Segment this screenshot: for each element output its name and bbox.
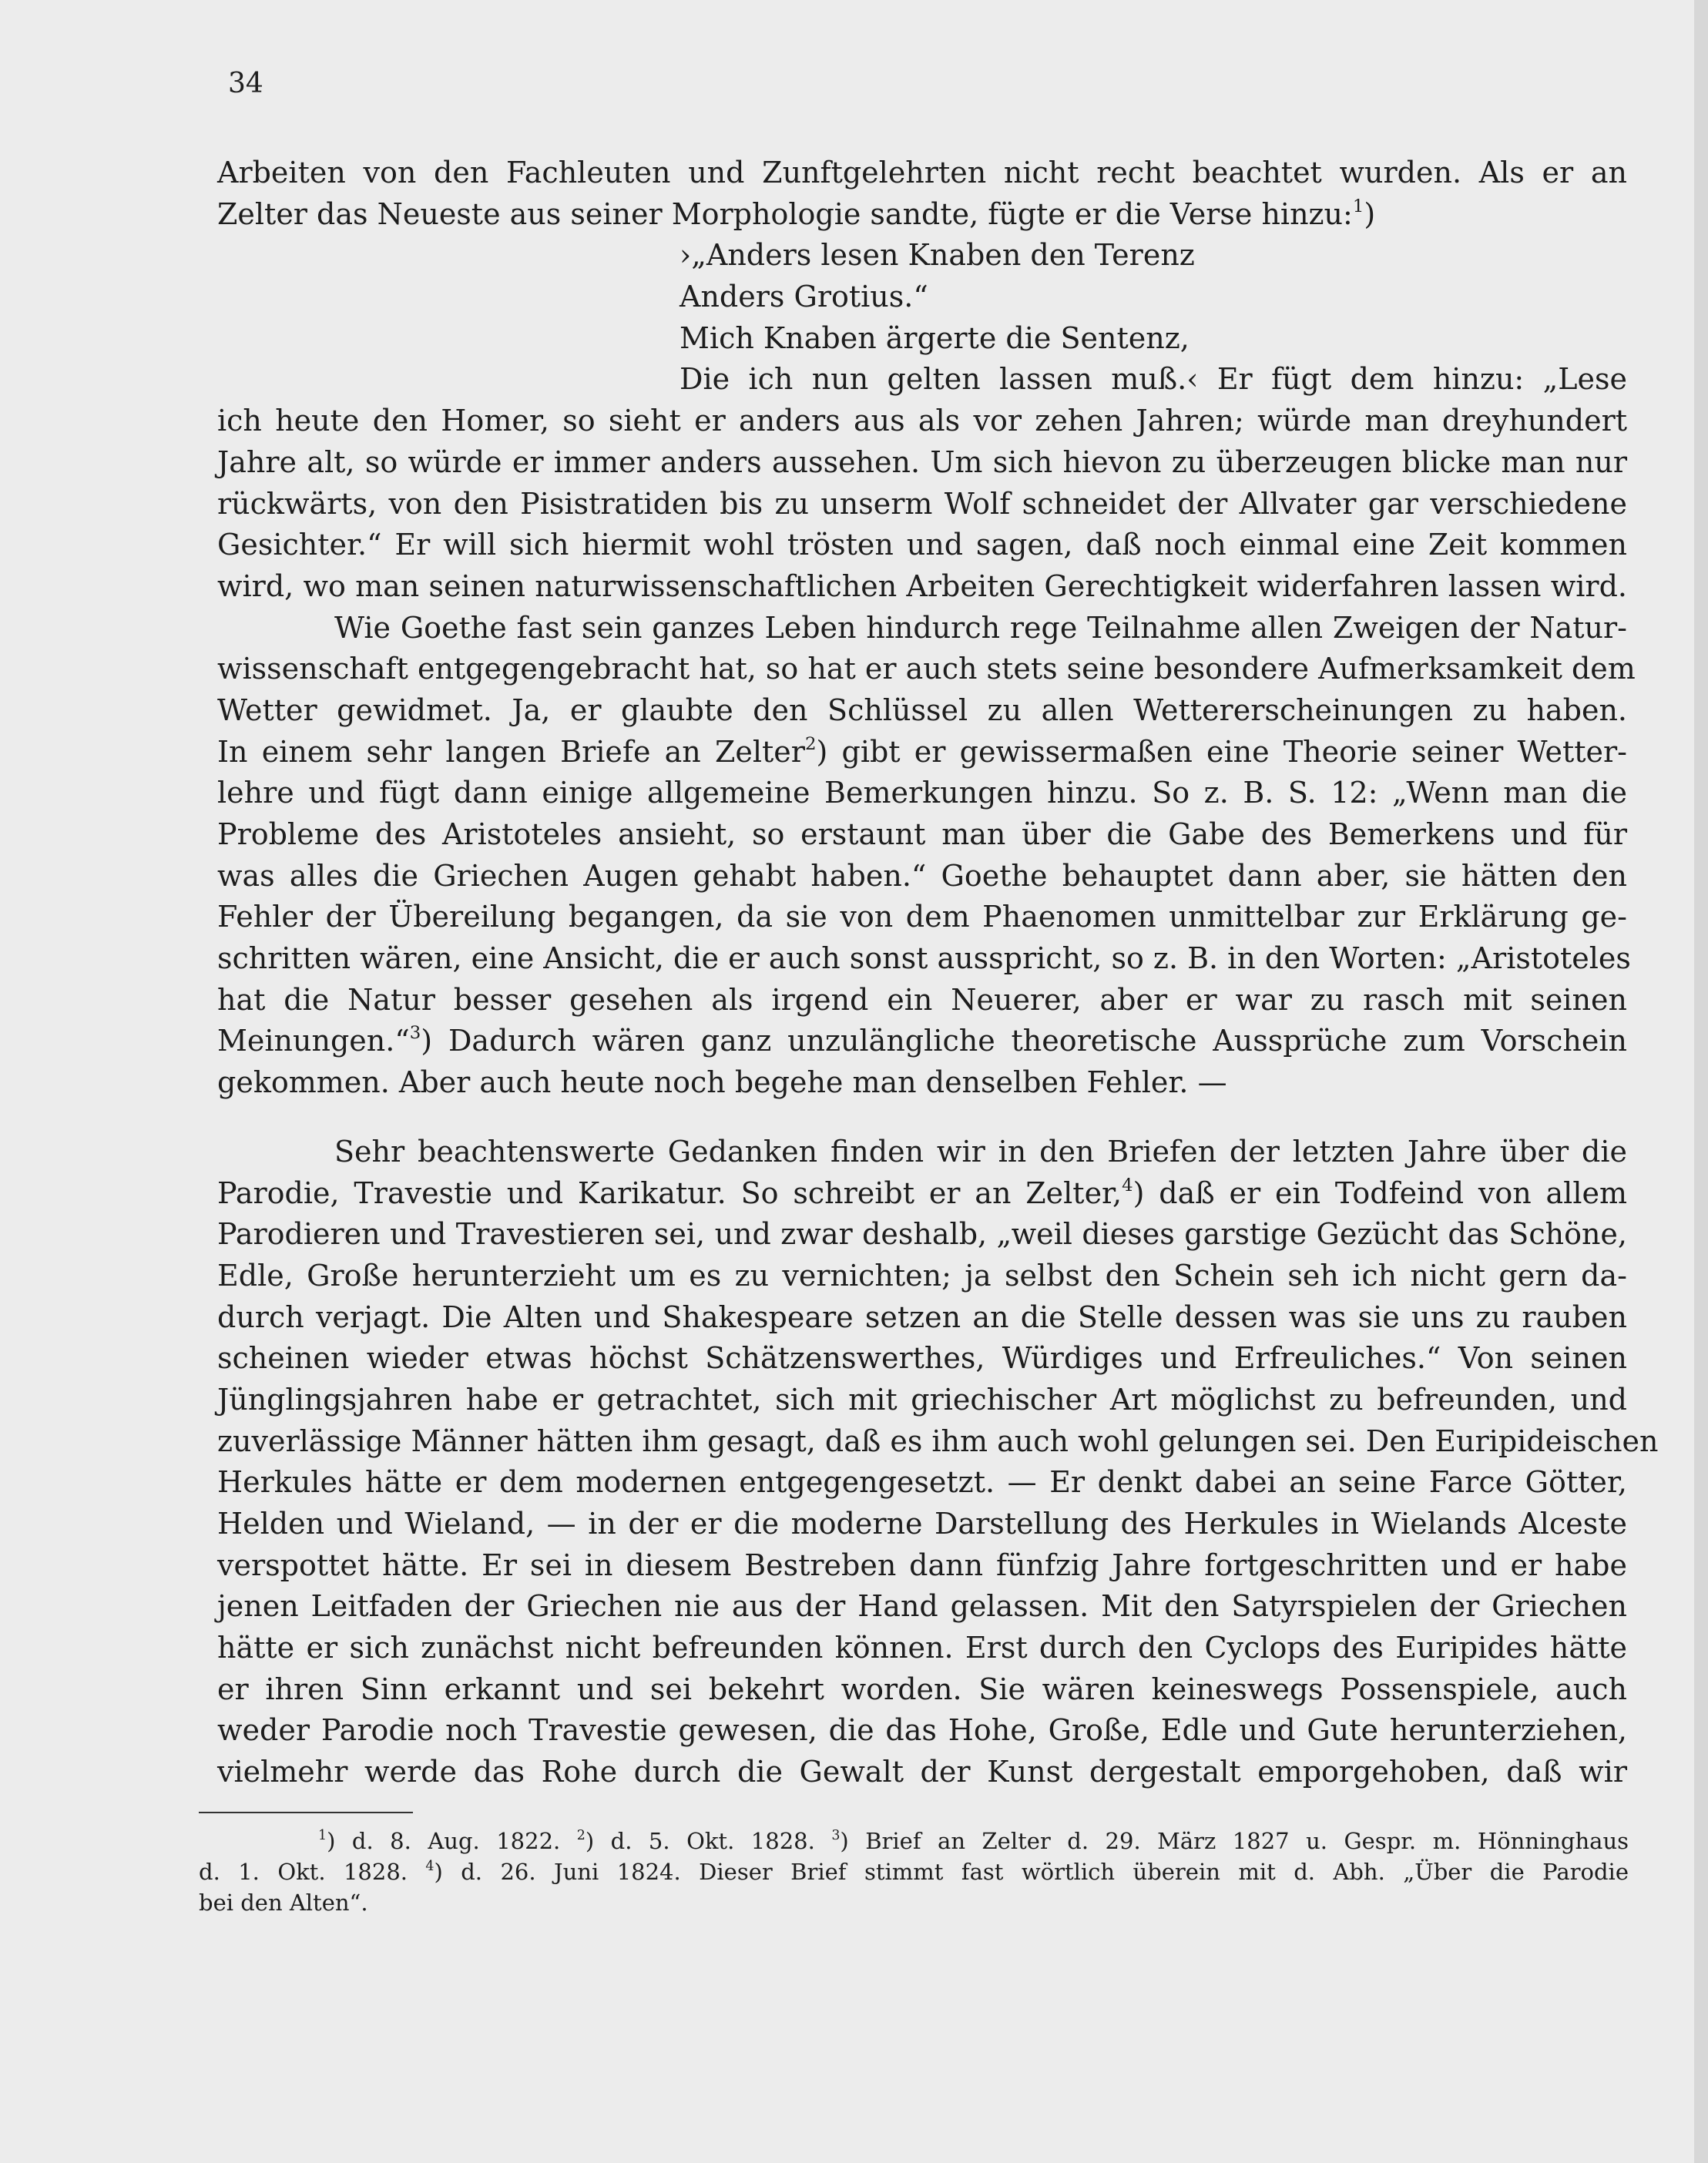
page-gutter-shadow — [1694, 0, 1708, 2163]
verse-line: Anders Grotius.“ — [680, 280, 928, 314]
paragraph-start-line: Wie Goethe fast sein ganzes Leben hindurch rege Teilnahme allen Zweigen der Natur- — [334, 610, 1627, 645]
text-line: Parodieren und Travestieren sei, und zwar deshalb, „weil dieses garstige Gezücht das Schöne, — [217, 1217, 1627, 1252]
text-line: Probleme des Aristoteles ansieht, so erstaunt man über die Gabe des Bemerkens und für — [217, 817, 1627, 851]
footnote-line: d. 1. Okt. 1828. $^4$) d. 26. Juni 1824. Dieser Brief stimmt fast wörtlich überein mit d. Abh. „Über die Parodie — [199, 1858, 1629, 1885]
text-line: was alles die Griechen Augen gehabt haben.“ Goethe behauptet dann aber, sie hätten den — [217, 858, 1627, 893]
text-line: er ihren Sinn erkannt und sei bekehrt worden. Sie wären keineswegs Possenspiele, auch — [217, 1672, 1627, 1706]
footnote-line: $^1$) d. 8. Aug. 1822. $^2$) d. 5. Okt. 1828. $^3$) Brief an Zelter d. 29. März 1827 u. Gespr. m. Hönninghaus — [318, 1827, 1629, 1854]
text-line: Fehler der Übereilung begangen, da sie von dem Phaenomen unmittelbar zur Erklärung ge- — [217, 900, 1627, 934]
text-line: Gesichter.“ Er will sich hiermit wohl trösten und sagen, daß noch einmal eine Zeit kommen — [217, 528, 1627, 562]
text-line: lehre und fügt dann einige allgemeine Bemerkungen hinzu. So z. B. S. 12: „Wenn man die — [217, 776, 1627, 810]
verse-line: ›„Anders lesen Knaben den Terenz — [680, 238, 1195, 273]
text-line: rückwärts, von den Pisistratiden bis zu unserm Wolf schneidet der Allvater gar verschiedene — [217, 486, 1627, 521]
text-line: Meinungen.“$^3$) Dadurch wären ganz unzulängliche theoretische Aussprüche zum Vorschein — [217, 1023, 1627, 1058]
text-line: wird, wo man seinen naturwissenschaftlichen Arbeiten Gerechtigkeit widerfahren lassen wird. — [217, 568, 1627, 603]
main-text — [217, 153, 1659, 1793]
footnote-line: bei den Alten“. — [199, 1890, 368, 1916]
footnote-marker: 1 — [1352, 196, 1364, 216]
paragraph-start-line: Sehr beachtenswerte Gedanken finden wir in den Briefen der letzten Jahre über die — [334, 1134, 1627, 1169]
text-line: In einem sehr langen Briefe an Zelter$^2$) gibt er gewissermaßen eine Theorie seiner Wetter- — [217, 733, 1627, 769]
text-line: jenen Leitfaden der Griechen nie aus der Hand gelassen. Mit den Satyrspielen der Griechen — [217, 1589, 1627, 1624]
verse-line: Die ich nun gelten lassen muß.‹ Er fügt dem hinzu: „Lese — [680, 362, 1627, 397]
footnote-marker: 4 — [1122, 1175, 1133, 1196]
text-line: verspottet hätte. Er sei in diesem Bestreben dann fünfzig Jahre fortgeschritten und er habe — [217, 1548, 1627, 1582]
page-number: 34 — [228, 68, 263, 99]
text-line: weder Parodie noch Travestie gewesen, die das Hohe, Große, Edle und Gute herunterziehen, — [217, 1713, 1627, 1748]
text-line: Edle, Große herunterzieht um es zu vernichten; ja selbst den Schein seh ich nicht gern da- — [217, 1258, 1627, 1293]
text-line: Herkules hätte er dem modernen entgegengesetzt. — Er denkt dabei an seine Farce Götter, — [217, 1465, 1627, 1500]
text-line: durch verjagt. Die Alten und Shakespeare setzen an die Stelle dessen was sie uns zu rauben — [217, 1299, 1627, 1334]
text-line: zuverlässige Männer hätten ihm gesagt, daß es ihm auch wohl gelungen sei. Den Euripideischen — [217, 1424, 1659, 1458]
text-line: hat die Natur besser gesehen als irgend ein Neuerer, aber er war zu rasch mit seinen — [217, 982, 1627, 1017]
text-line: schritten wären, eine Ansicht, die er auch sonst ausspricht, so z. B. in den Worten: „Aristoteles — [217, 941, 1631, 976]
paragraph-gap — [217, 1104, 1627, 1132]
footnote-marker: 2 — [804, 733, 817, 754]
text-line: hätte er sich zunächst nicht befreunden können. Erst durch den Cyclops des Euripides hätte — [217, 1631, 1627, 1665]
verse-line: Mich Knaben ärgerte die Sentenz, — [680, 320, 1190, 355]
footnote-marker: 3 — [409, 1023, 421, 1044]
text-line: gekommen. Aber auch heute noch begehe man denselben Fehler. — — [217, 1065, 1227, 1100]
footnote-marker: 2 — [576, 1827, 586, 1843]
text-line: Jahre alt, so würde er immer anders aussehen. Um sich hievon zu überzeugen blicke man nur — [217, 444, 1627, 479]
footnote-separator — [199, 1812, 413, 1813]
text-line: wissenschaft entgegengebracht hat, so hat er auch stets seine besondere Aufmerksamkeit dem — [217, 652, 1636, 686]
text-line: vielmehr werde das Rohe durch die Gewalt der Kunst dergestalt emporgehoben, daß wir — [217, 1755, 1627, 1789]
text-line: Parodie, Travestie und Karikatur. So schreibt er an Zelter,$^4$) daß er ein Todfeind von allem — [217, 1175, 1627, 1210]
footnote-marker: 3 — [831, 1827, 841, 1843]
text-line: ich heute den Homer, so sieht er anders aus als vor zehen Jahren; würde man dreyhundert — [217, 404, 1627, 438]
text-line: Wetter gewidmet. Ja, er glaubte den Schlüssel zu allen Wettererscheinungen zu haben. — [217, 692, 1627, 727]
text-line: scheinen wieder etwas höchst Schätzenswerthes, Würdiges und Erfreuliches.“ Von seinen — [217, 1341, 1627, 1376]
footnotes — [199, 1826, 1629, 1918]
text-line: Zelter das Neueste aus seiner Morphologie sandte, fügte er die Verse hinzu:$^1$) — [217, 196, 1376, 231]
footnote-marker: 4 — [425, 1858, 435, 1874]
text-line: Helden und Wieland, — in der er die moderne Darstellung des Herkules in Wielands Alceste — [217, 1507, 1627, 1541]
text-line: Jünglingsjahren habe er getrachtet, sich mit griechischer Art möglichst zu befreunden, und — [217, 1382, 1627, 1417]
text-line: Arbeiten von den Fachleuten und Zunftgelehrten nicht recht beachtet wurden. Als er an — [217, 156, 1627, 189]
footnote-marker: 1 — [318, 1827, 327, 1843]
